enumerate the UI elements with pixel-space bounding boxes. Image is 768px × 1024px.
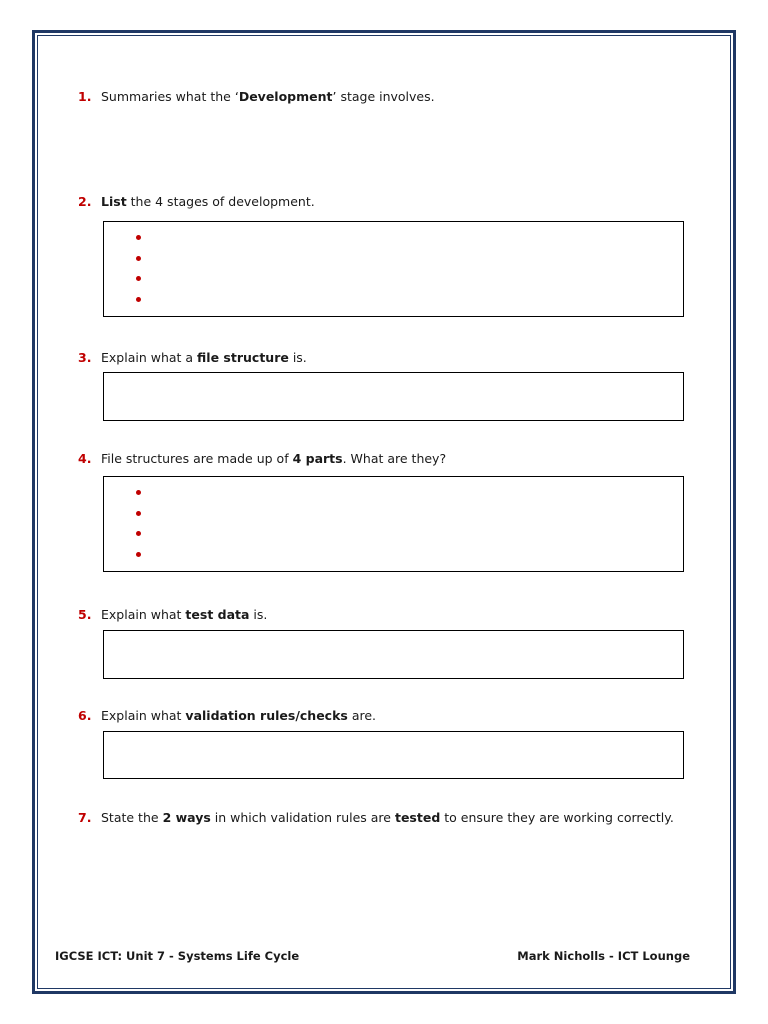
answer-box-file-parts[interactable] — [103, 476, 684, 572]
question-text: ’ stage involves. — [332, 89, 435, 104]
question-keyword: file structure — [197, 350, 289, 365]
footer-left: IGCSE ICT: Unit 7 - Systems Life Cycle — [55, 949, 300, 963]
answer-box-validation[interactable] — [103, 731, 684, 779]
question-text: . What are they? — [342, 451, 447, 466]
question-7 — [78, 810, 674, 826]
question-text: the 4 stages of development. — [126, 194, 315, 209]
question-number: 6. — [78, 708, 92, 723]
question-number: 3. — [78, 350, 92, 365]
question-keyword: Development — [238, 89, 333, 104]
question-4 — [78, 451, 446, 467]
question-number: 2. — [78, 194, 92, 209]
question-number: 4. — [78, 451, 92, 466]
question-1 — [78, 89, 435, 105]
question-text: File structures are made up of — [101, 451, 293, 466]
question-text: are. — [347, 708, 377, 723]
question-text: Explain what — [101, 708, 186, 723]
question-2 — [78, 194, 315, 210]
question-text: is. — [249, 607, 268, 622]
bullet-list — [134, 484, 144, 566]
answer-box-test-data[interactable] — [103, 630, 684, 679]
question-keyword: test data — [185, 607, 250, 622]
question-keyword: List — [101, 194, 127, 209]
question-number: 7. — [78, 810, 92, 825]
bullet-icon — [134, 505, 144, 526]
answer-box-stages[interactable] — [103, 221, 684, 317]
footer-right: Mark Nicholls - ICT Lounge — [517, 949, 690, 963]
bullet-icon — [134, 229, 144, 250]
question-text: Summaries what the ‘ — [101, 89, 239, 104]
question-keyword: 2 ways — [162, 810, 211, 825]
bullet-icon — [134, 291, 144, 312]
question-3 — [78, 350, 307, 366]
question-text: State the — [101, 810, 163, 825]
bullet-icon — [134, 525, 144, 546]
question-text: is. — [288, 350, 307, 365]
answer-box-file-structure[interactable] — [103, 372, 684, 421]
question-number: 1. — [78, 89, 92, 104]
question-text: to ensure they are working correctly. — [440, 810, 674, 825]
bullet-icon — [134, 270, 144, 291]
question-keyword: tested — [394, 810, 441, 825]
question-text: Explain what — [101, 607, 186, 622]
question-number: 5. — [78, 607, 92, 622]
bullet-icon — [134, 484, 144, 505]
question-5 — [78, 607, 267, 623]
bullet-icon — [134, 546, 144, 567]
bullet-icon — [134, 250, 144, 271]
question-6 — [78, 708, 376, 724]
question-keyword: 4 parts — [292, 451, 343, 466]
question-text: in which validation rules are — [210, 810, 395, 825]
question-text: Explain what a — [101, 350, 198, 365]
question-keyword: validation rules/checks — [185, 708, 348, 723]
bullet-list — [134, 229, 144, 311]
